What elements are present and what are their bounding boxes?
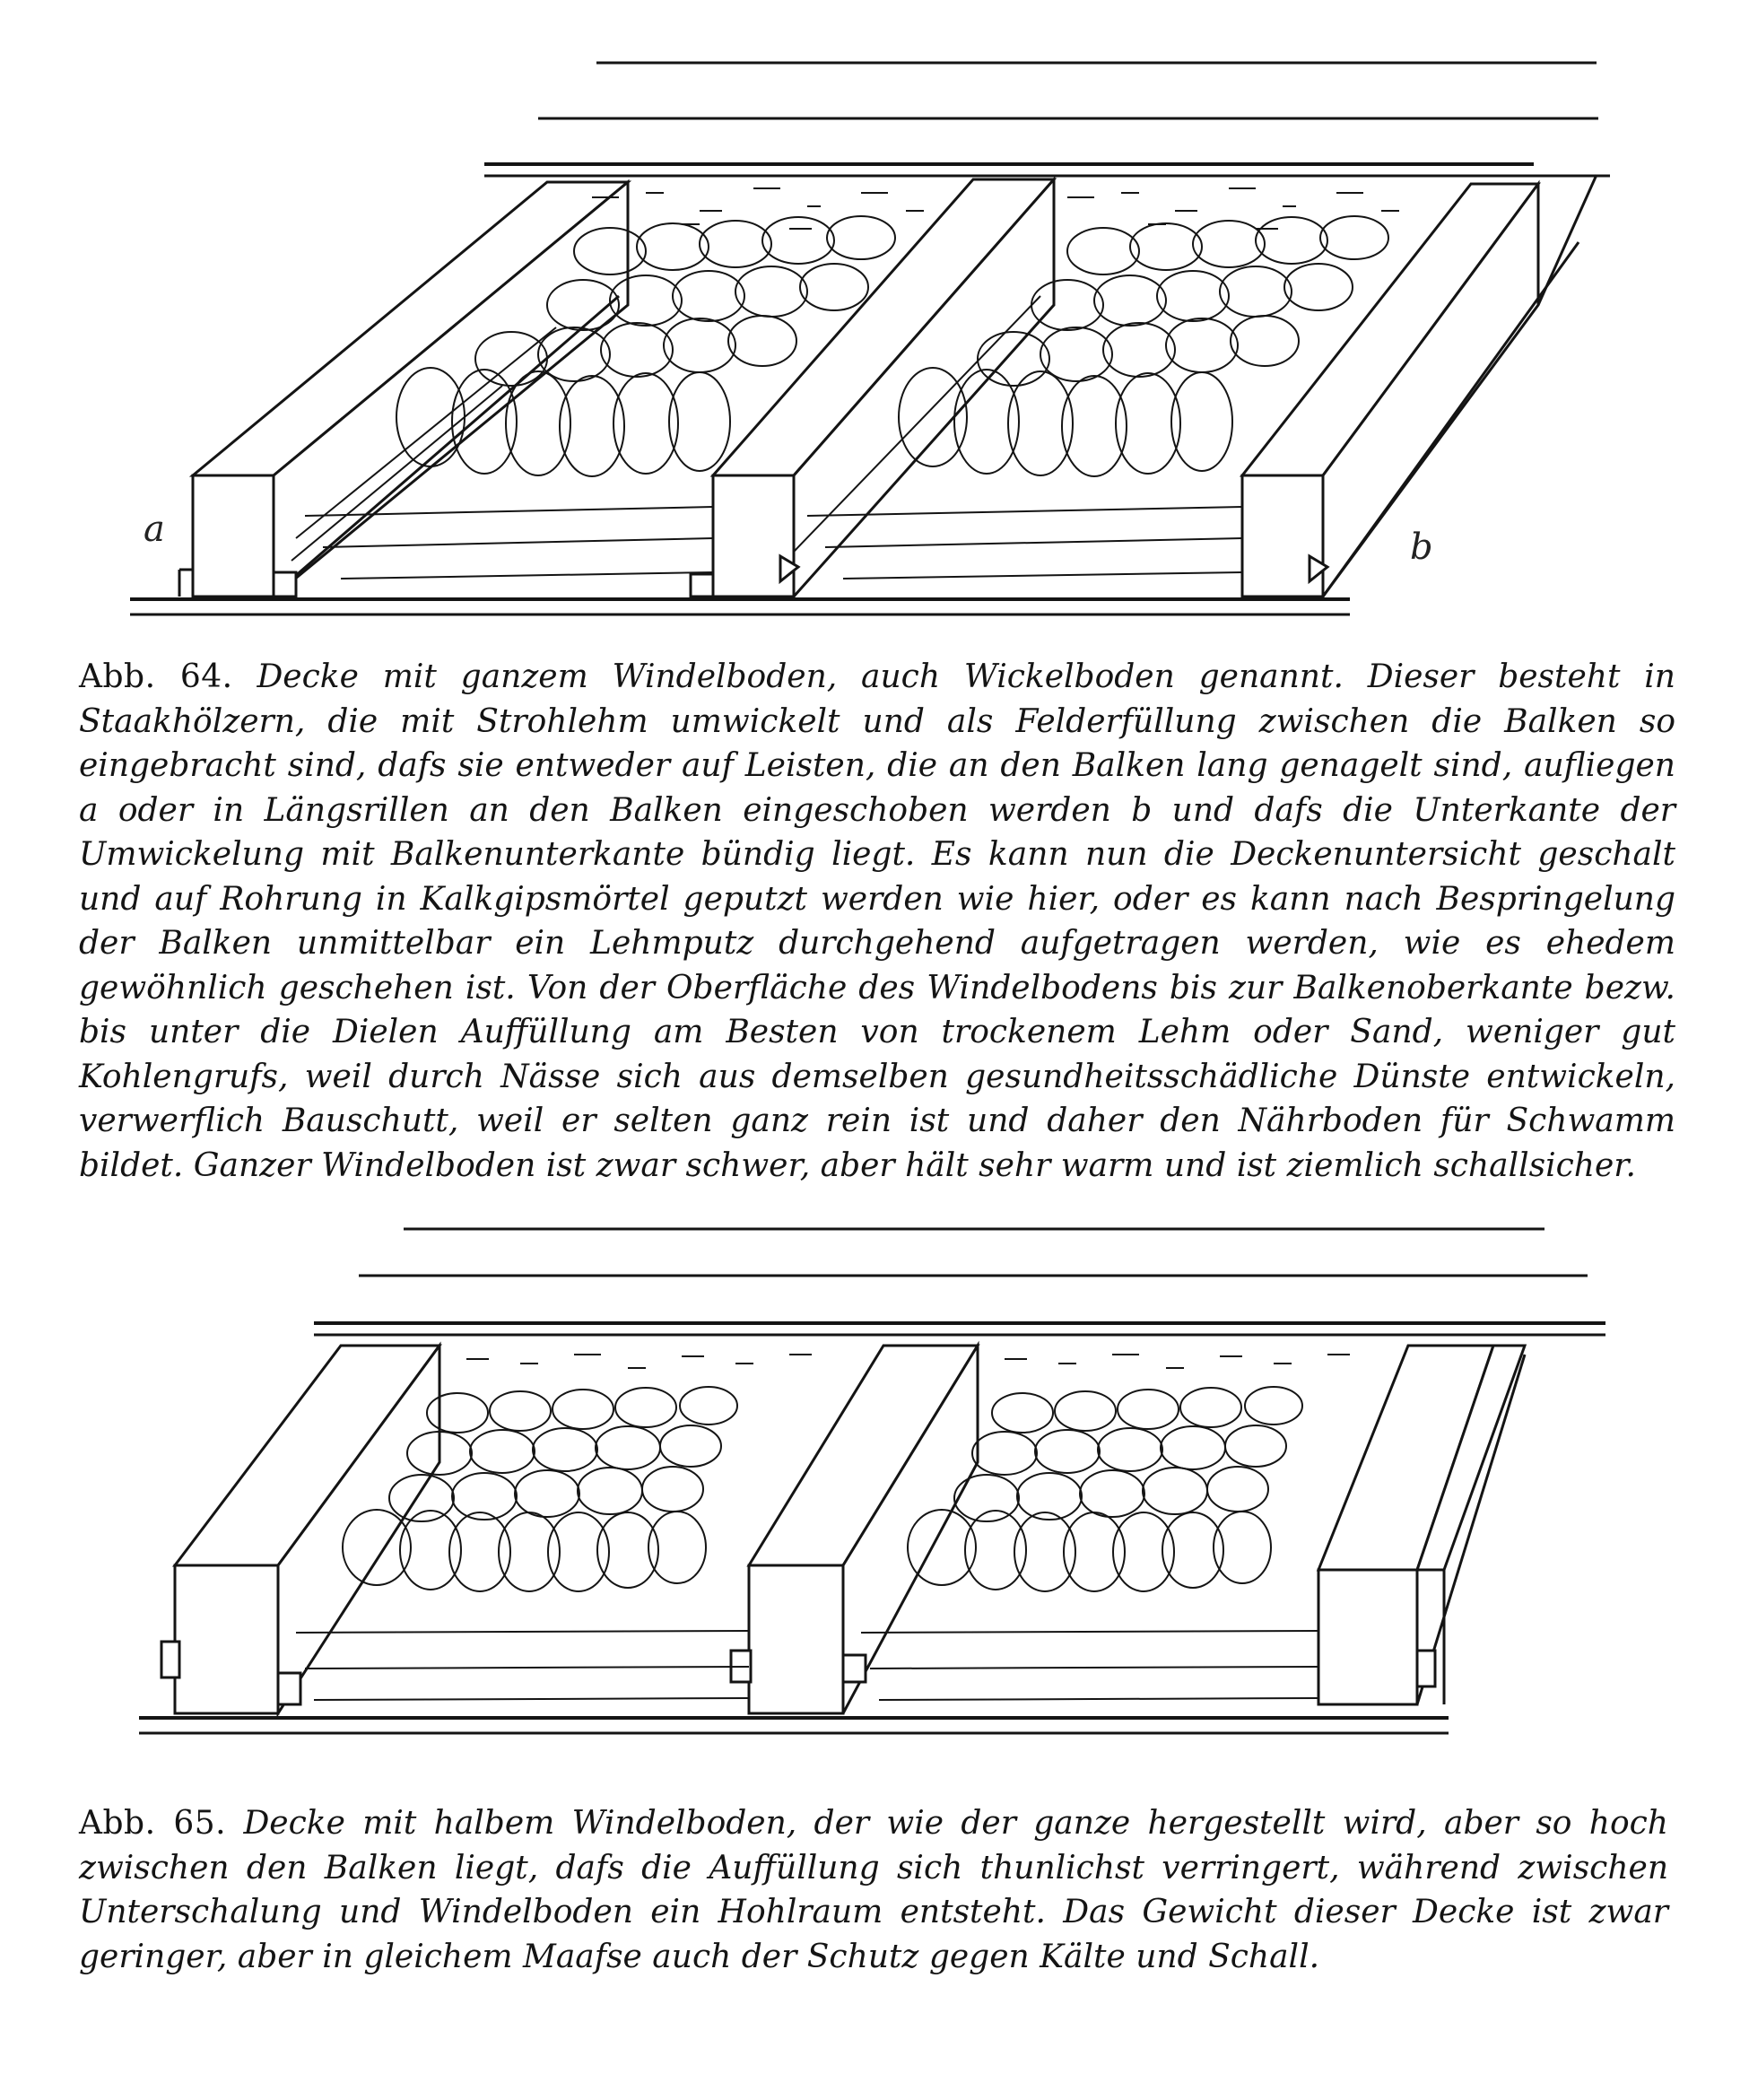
marker-b: b <box>1410 527 1433 568</box>
figure-65-drawing <box>0 1193 1749 1821</box>
marker-a: a <box>144 509 165 550</box>
figure-65-caption <box>79 1801 1668 1979</box>
figure-65-label: Abb. 65. <box>79 1805 227 1842</box>
beam-left <box>161 1346 439 1713</box>
figure-64-caption <box>79 655 1675 1188</box>
figure-65 <box>0 1193 1749 1821</box>
figure-64-drawing <box>0 36 1749 628</box>
beam-middle <box>731 1346 978 1713</box>
figure-64 <box>0 36 1749 628</box>
beam-right <box>1318 1346 1525 1704</box>
figure-64-caption-text: Decke mit ganzem Windelboden, auch Wickelboden genannt. Dieser besteht in Staakhölzern, die mit Strohlehm umwickelt und als Felderfüllung zwischen die Balken so eingebracht sind, dafs sie entweder auf Leisten, die an den Balken lang genagelt sind, aufliegen a oder in Längsrillen an den Balken eingeschoben werden b und dafs die Unterkante der Umwickelung mit Balkenunterkante bündig liegt. Es kann nun die Deckenuntersicht geschalt und auf Rohrung in Kalkgipsmörtel geputzt werden wie hier, oder es kann nach Bespringelung der Balken unmittelbar ein Lehmputz durchgehend aufgetragen werden, wie es ehedem gewöhnlich geschehen ist. Von der Oberfläche des Windelbodens bis zur Balkenoberkante bezw. bis unter die Dielen Auffüllung am Besten von trockenem Lehm oder Sand, weniger gut Kohlengrufs, weil durch Nässe sich aus demselben gesundheitsschädliche Dünste entwickeln, verwerflich Bauschutt, weil er selten ganz rein ist und daher den Nährboden für Schwamm bildet. Ganzer Windelboden ist zwar schwer, aber hält sehr warm und ist ziemlich schallsicher. <box>79 658 1675 1184</box>
beam-left <box>179 182 628 597</box>
figure-64-label: Abb. 64. <box>79 658 233 695</box>
beam-middle <box>691 179 1054 597</box>
figure-65-caption-text: Decke mit halbem Windelboden, der wie der ganze hergestellt wird, aber so hoch zwischen den Balken liegt, dafs die Auffüllung sich thunlichst verringert, während zwischen Unterschalung und Windelboden ein Hohlraum entsteht. Das Gewicht dieser Decke ist zwar geringer, aber in gleichem Maafse auch der Schutz gegen Kälte und Schall. <box>79 1805 1668 1975</box>
